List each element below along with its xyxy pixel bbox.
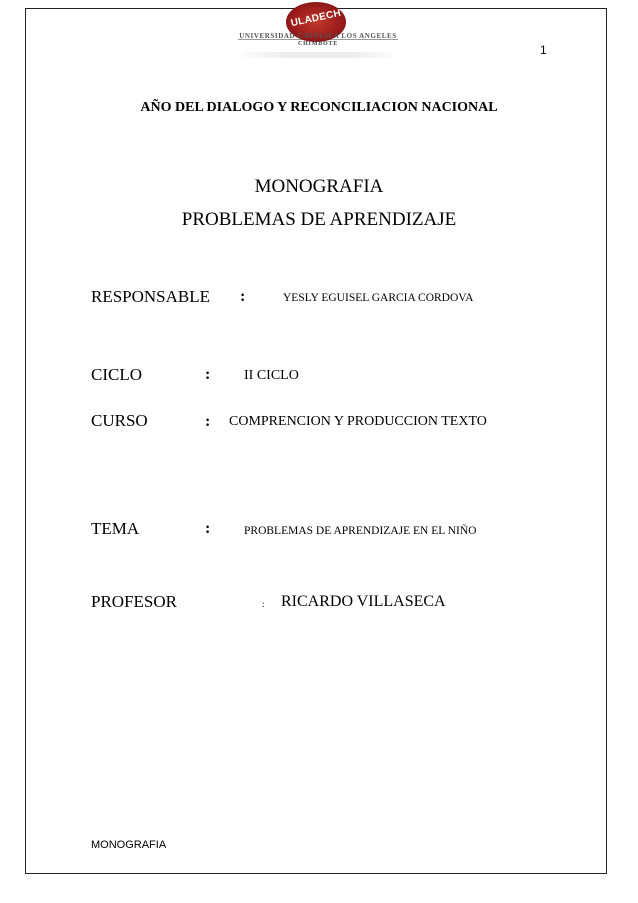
ciclo-label: CICLO <box>91 365 142 384</box>
logo-city: CHIMBOTE <box>297 41 339 47</box>
responsable-value: YESLY EGUISEL GARCIA CORDOVA <box>283 292 474 304</box>
tema-colon: : <box>205 520 211 537</box>
footer-text: MONOGRAFIA <box>91 839 167 851</box>
profesor-colon: : <box>262 599 265 609</box>
logo-shadow <box>236 52 400 58</box>
tema-value: PROBLEMAS DE APRENDIZAJE EN EL NIÑO <box>244 525 477 537</box>
curso-value: COMPRENCION Y PRODUCCION TEXTO <box>229 414 487 429</box>
logo-seal-text: ULADECH <box>289 7 343 30</box>
responsable-label: RESPONSABLE <box>91 287 211 306</box>
tema-label: TEMA <box>91 519 140 538</box>
logo-university-name: UNIVERSIDAD CATOLICA LOS ANGELES <box>239 32 397 40</box>
year-title: AÑO DEL DIALOGO Y RECONCILIACION NACIONAL <box>140 100 498 115</box>
profesor-value: RICARDO VILLASECA <box>281 593 446 610</box>
responsable-colon: : <box>240 288 246 305</box>
page-border <box>25 8 607 874</box>
ciclo-value: II CICLO <box>244 368 299 383</box>
document-title: PROBLEMAS DE APRENDIZAJE <box>181 209 457 230</box>
document-type: MONOGRAFIA <box>254 176 384 197</box>
curso-colon: : <box>205 413 211 430</box>
curso-label: CURSO <box>91 411 148 430</box>
profesor-label: PROFESOR <box>91 592 177 611</box>
university-logo <box>236 2 400 64</box>
page-number: 1 <box>540 43 547 57</box>
ciclo-colon: : <box>205 366 211 383</box>
